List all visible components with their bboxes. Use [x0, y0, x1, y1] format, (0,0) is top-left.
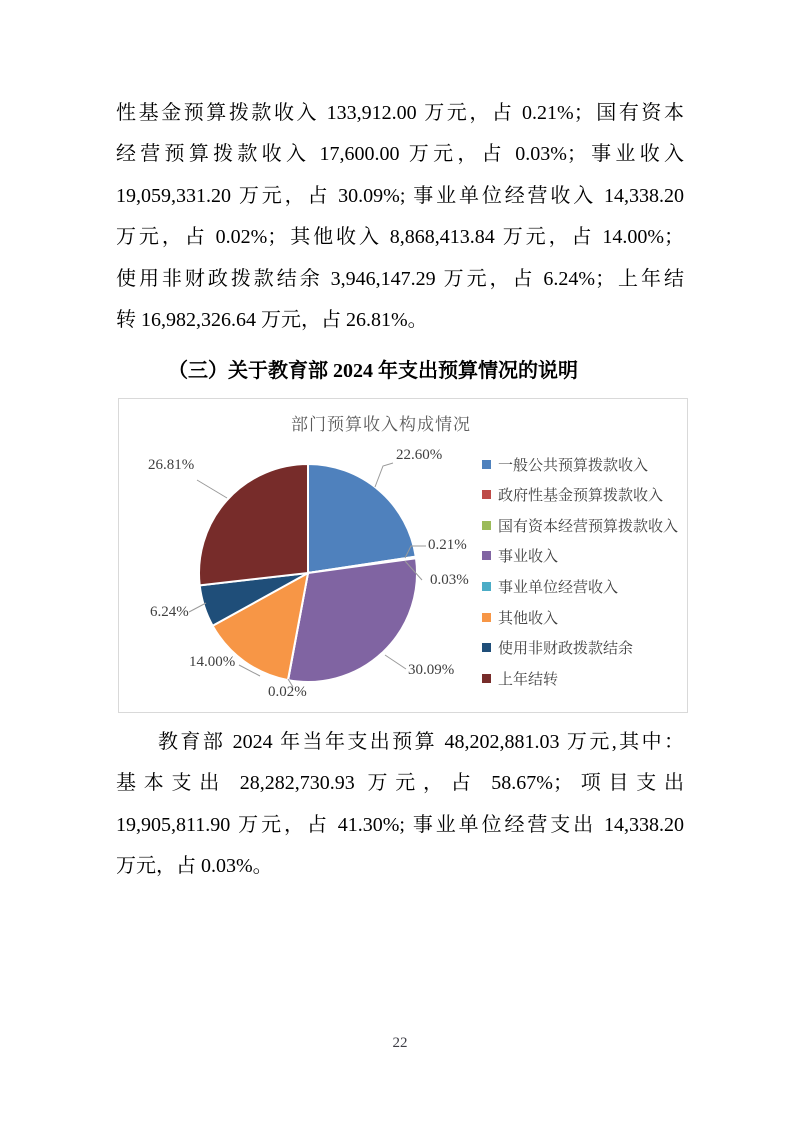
legend-item [482, 516, 678, 534]
legend-label: 一般公共预算拨款收入 [498, 457, 649, 474]
leader-line [375, 463, 393, 487]
legend-item [482, 547, 558, 565]
pie-data-label: 30.09% [408, 662, 455, 678]
body-text-line: 19,905,811.90 万元，占 41.30%; 事业单位经营支出 14,338.20 [116, 813, 684, 836]
legend-item [482, 608, 558, 626]
income-composition-pie-chart [118, 398, 688, 713]
section-heading: （三）关于教育部 2024 年支出预算情况的说明 [168, 360, 578, 382]
income-paragraph [116, 93, 684, 341]
pie-data-label: 14.00% [189, 654, 236, 670]
pie-data-label: 26.81% [148, 457, 195, 473]
legend-swatch [482, 582, 491, 591]
pie-data-label: 22.60% [396, 447, 443, 463]
body-text-line: 使用非财政拨款结余 3,946,147.29 万元，占 6.24%；上年结 [116, 267, 684, 290]
leader-line [189, 603, 206, 612]
legend-swatch [482, 551, 491, 560]
legend-swatch [482, 460, 491, 469]
body-text-line: 万元，占 0.03%。 [116, 855, 273, 878]
legend-label: 政府性基金预算拨款收入 [498, 488, 664, 505]
legend-label: 国有资本经营预算拨款收入 [498, 518, 679, 535]
pie-slice [308, 464, 416, 573]
legend-item [482, 577, 618, 595]
pie-data-label: 0.21% [428, 537, 467, 553]
legend-swatch [482, 613, 491, 622]
legend-swatch [482, 643, 491, 652]
legend-label: 使用非财政拨款结余 [498, 641, 634, 658]
body-text-line: 基本支出 28,282,730.93 万元，占 58.67%；项目支出 [116, 772, 684, 795]
body-text-line: 经营预算拨款收入 17,600.00 万元，占 0.03%；事业收入 [116, 143, 684, 166]
leader-line [197, 480, 227, 498]
page-number: 22 [392, 1035, 408, 1051]
pie-slice [199, 464, 308, 585]
legend-label: 上年结转 [498, 671, 559, 688]
body-text-line: 万元，占 0.02%；其他收入 8,868,413.84 万元，占 14.00%； [116, 226, 684, 249]
legend-label: 事业收入 [498, 549, 559, 566]
body-text-line: 19,059,331.20 万元，占 30.09%; 事业单位经营收入 14,338.20 [116, 184, 684, 207]
legend-item [482, 639, 633, 657]
expenditure-paragraph [116, 722, 684, 888]
legend-swatch [482, 490, 491, 499]
pie-data-label: 6.24% [150, 604, 189, 620]
body-text-line: 性基金预算拨款收入 133,912.00 万元，占 0.21%；国有资本 [116, 102, 684, 124]
legend-swatch [482, 674, 491, 683]
pie-data-label: 0.03% [430, 572, 469, 588]
body-text-line: 转 16,982,326.64 万元，占 26.81%。 [116, 308, 428, 331]
legend-item [482, 669, 558, 687]
legend-label: 其他收入 [498, 610, 559, 627]
legend-item [482, 486, 663, 504]
legend-label: 事业单位经营收入 [498, 579, 619, 596]
legend-item [482, 455, 648, 473]
pie-data-label: 0.02% [268, 684, 307, 700]
legend-swatch [482, 521, 491, 530]
body-text-line: 教育部 2024 年当年支出预算 48,202,881.03 万元,其中： [158, 731, 684, 753]
leader-line [385, 655, 406, 669]
chart-title: 部门预算收入构成情况 [291, 415, 471, 434]
